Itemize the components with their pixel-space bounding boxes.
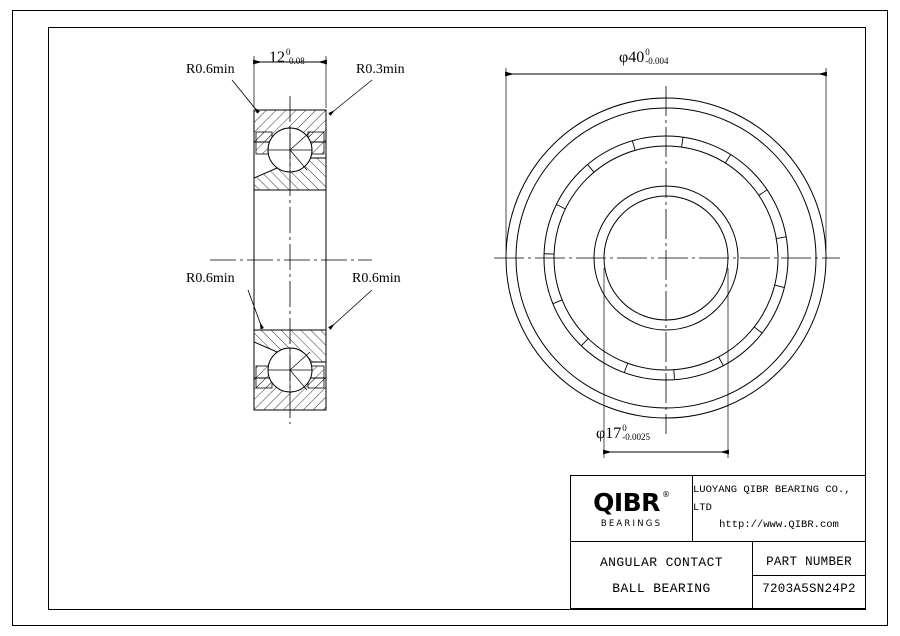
title-block-body [571,542,865,609]
company-name: LUOYANG QIBR BEARING CO., LTD [693,483,851,514]
dim-bore-diameter [596,425,650,444]
product-description [571,542,753,609]
dim-outer-value: 40 [628,49,645,67]
registered-trademark-icon: ® [661,490,670,499]
section-view [210,56,372,424]
title-block [570,475,866,609]
dim-outer-tol-upper: 0 [645,47,650,57]
note-radius-top-left: R0.6min [186,62,235,77]
dim-outer-symbol: φ [619,49,629,67]
dim-width [269,49,305,68]
note-radius-bottom-right: R0.6min [352,271,401,286]
company-website: http://www.QIBR.com [719,519,839,532]
product-description-line2: BALL BEARING [612,580,711,596]
part-number-label: PART NUMBER [766,554,852,569]
dim-bore-symbol: φ [596,425,606,443]
company-info [693,476,865,541]
logo-text: QIBR [593,488,660,517]
title-block-header [571,476,865,542]
product-description-line1: ANGULAR CONTACT [599,554,724,570]
dim-bore-value: 17 [605,425,622,443]
note-radius-bottom-left: R0.6min [186,271,235,286]
dim-width-tol-lower: -0.08 [286,56,305,67]
logo-subtitle: BEARINGS [600,519,663,529]
part-number-block [753,542,865,609]
dim-outer-tol-lower: -0.004 [645,56,669,67]
dim-bore-tol-upper: 0 [622,423,627,433]
company-logo [571,476,693,541]
dim-outer-diameter [619,49,668,68]
front-view [494,68,840,458]
dim-width-tol-upper: 0 [286,47,291,57]
note-radius-top-right: R0.3min [356,62,405,77]
dim-bore-tol-lower: -0.0025 [622,432,650,443]
dim-width-value: 12 [269,49,285,67]
part-number-value: 7203A5SN24P2 [762,582,856,596]
